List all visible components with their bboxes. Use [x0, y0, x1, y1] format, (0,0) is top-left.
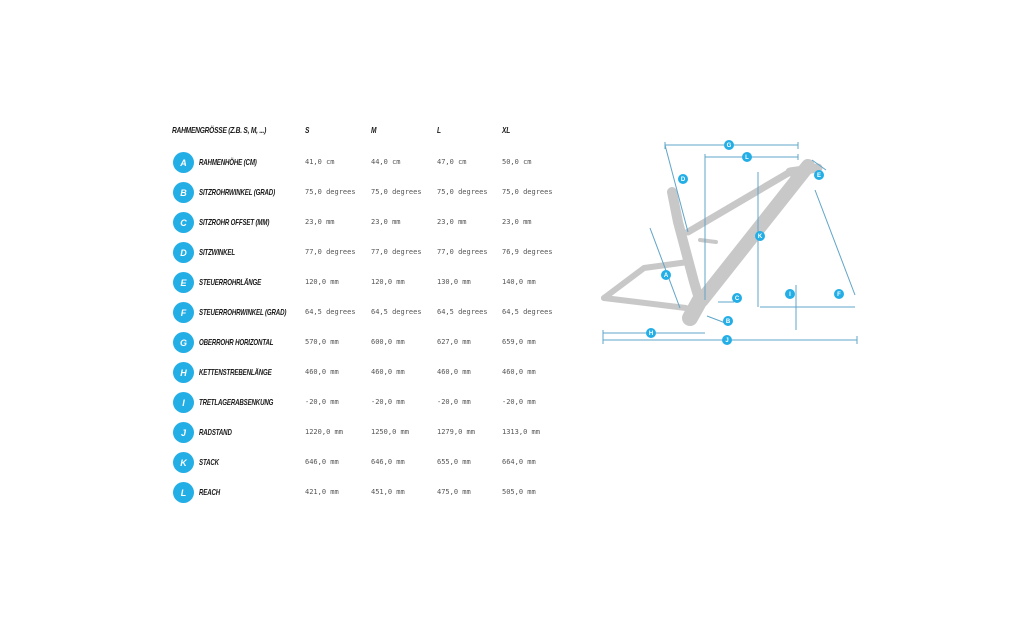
value-s: 75,0 degrees: [305, 188, 356, 196]
value-l: 47,0 cm: [437, 158, 467, 166]
svg-text:H: H: [648, 331, 654, 337]
size-header-l: L: [437, 125, 441, 135]
value-m: 460,0 mm: [371, 368, 405, 376]
marker-l: [742, 152, 752, 162]
table-row: [0, 482, 600, 506]
value-xl: 505,0 mm: [502, 488, 536, 496]
letter-badge: J: [173, 422, 194, 443]
row-label: RAHMENHÖHE (CM): [199, 157, 257, 167]
value-xl: 664,0 mm: [502, 458, 536, 466]
table-row: [0, 452, 600, 476]
value-l: 23,0 mm: [437, 218, 467, 226]
svg-text:G: G: [726, 143, 732, 149]
value-l: 460,0 mm: [437, 368, 471, 376]
marker-f: [834, 289, 844, 299]
letter-badge: E: [173, 272, 194, 293]
value-m: 44,0 cm: [371, 158, 401, 166]
value-m: 23,0 mm: [371, 218, 401, 226]
size-header-xl: XL: [502, 125, 511, 135]
svg-text:L: L: [745, 155, 749, 161]
marker-j: [722, 335, 732, 345]
row-label: SITZROHR OFFSET (MM): [199, 217, 270, 227]
value-s: 421,0 mm: [305, 488, 339, 496]
value-s: 646,0 mm: [305, 458, 339, 466]
marker-e: [814, 170, 824, 180]
row-label: RADSTAND: [199, 427, 232, 437]
svg-text:J: J: [725, 338, 729, 344]
value-xl: 659,0 mm: [502, 338, 536, 346]
value-s: 23,0 mm: [305, 218, 335, 226]
letter-badge: K: [173, 452, 194, 473]
svg-text:D: D: [680, 177, 686, 183]
value-s: 77,0 degrees: [305, 248, 356, 256]
letter-badge: D: [173, 242, 194, 263]
value-xl: 1313,0 mm: [502, 428, 540, 436]
svg-text:C: C: [734, 296, 740, 302]
value-s: 1220,0 mm: [305, 428, 343, 436]
value-m: -20,0 mm: [371, 398, 405, 406]
value-m: 77,0 degrees: [371, 248, 422, 256]
marker-c: [732, 293, 742, 303]
row-label: STEUERROHRWINKEL (GRAD): [199, 307, 287, 317]
marker-i: [785, 289, 795, 299]
marker-b: [723, 316, 733, 326]
value-l: 655,0 mm: [437, 458, 471, 466]
letter-badge: G: [173, 332, 194, 353]
value-xl: 64,5 degrees: [502, 308, 553, 316]
letter-badge: L: [173, 482, 194, 503]
table-row: [0, 362, 600, 386]
marker-g: [724, 140, 734, 150]
svg-text:A: A: [663, 273, 669, 279]
value-l: 64,5 degrees: [437, 308, 488, 316]
table-row: [0, 422, 600, 446]
value-xl: 50,0 cm: [502, 158, 532, 166]
value-s: -20,0 mm: [305, 398, 339, 406]
value-m: 646,0 mm: [371, 458, 405, 466]
letter-badge: F: [173, 302, 194, 323]
table-row: [0, 152, 600, 176]
row-label: TRETLAGERABSENKUNG: [199, 397, 274, 407]
value-m: 64,5 degrees: [371, 308, 422, 316]
size-header-label: RAHMENGRÖSSE (Z.B. S, M, ...): [172, 125, 267, 135]
value-m: 600,0 mm: [371, 338, 405, 346]
value-l: 130,0 mm: [437, 278, 471, 286]
row-label: SITZWINKEL: [199, 247, 235, 257]
row-label: STACK: [199, 457, 219, 467]
row-label: STEUERROHRLÄNGE: [199, 277, 262, 287]
value-l: -20,0 mm: [437, 398, 471, 406]
row-label: OBERROHR HORIZONTAL: [199, 337, 274, 347]
row-label: REACH: [199, 487, 221, 497]
bike-geometry-diagram: [595, 135, 865, 350]
value-s: 64,5 degrees: [305, 308, 356, 316]
value-xl: 75,0 degrees: [502, 188, 553, 196]
value-l: 75,0 degrees: [437, 188, 488, 196]
value-m: 75,0 degrees: [371, 188, 422, 196]
value-xl: 76,9 degrees: [502, 248, 553, 256]
table-row: [0, 242, 600, 266]
value-m: 1250,0 mm: [371, 428, 409, 436]
svg-text:E: E: [816, 173, 822, 179]
size-header-m: M: [371, 125, 377, 135]
letter-badge: A: [173, 152, 194, 173]
letter-badge: C: [173, 212, 194, 233]
value-s: 120,0 mm: [305, 278, 339, 286]
value-xl: -20,0 mm: [502, 398, 536, 406]
size-header-s: S: [305, 125, 310, 135]
svg-text:I: I: [789, 292, 791, 298]
letter-badge: B: [173, 182, 194, 203]
table-row: [0, 392, 600, 416]
value-l: 77,0 degrees: [437, 248, 488, 256]
value-l: 1279,0 mm: [437, 428, 475, 436]
value-l: 475,0 mm: [437, 488, 471, 496]
marker-a: [661, 270, 671, 280]
letter-badge: I: [173, 392, 194, 413]
value-s: 41,0 cm: [305, 158, 335, 166]
svg-text:B: B: [725, 319, 731, 325]
table-row: [0, 302, 600, 326]
table-row: [0, 212, 600, 236]
value-xl: 23,0 mm: [502, 218, 532, 226]
value-l: 627,0 mm: [437, 338, 471, 346]
svg-text:K: K: [757, 234, 763, 240]
value-s: 570,0 mm: [305, 338, 339, 346]
value-xl: 460,0 mm: [502, 368, 536, 376]
row-label: KETTENSTREBENLÄNGE: [199, 367, 272, 377]
table-row: [0, 332, 600, 356]
marker-d: [678, 174, 688, 184]
value-m: 451,0 mm: [371, 488, 405, 496]
table-row: [0, 182, 600, 206]
svg-text:F: F: [837, 292, 841, 298]
marker-h: [646, 328, 656, 338]
table-row: [0, 272, 600, 296]
marker-k: [755, 231, 765, 241]
value-s: 460,0 mm: [305, 368, 339, 376]
value-xl: 140,0 mm: [502, 278, 536, 286]
letter-badge: H: [173, 362, 194, 383]
row-label: SITZROHRWINKEL (GRAD): [199, 187, 275, 197]
value-m: 120,0 mm: [371, 278, 405, 286]
